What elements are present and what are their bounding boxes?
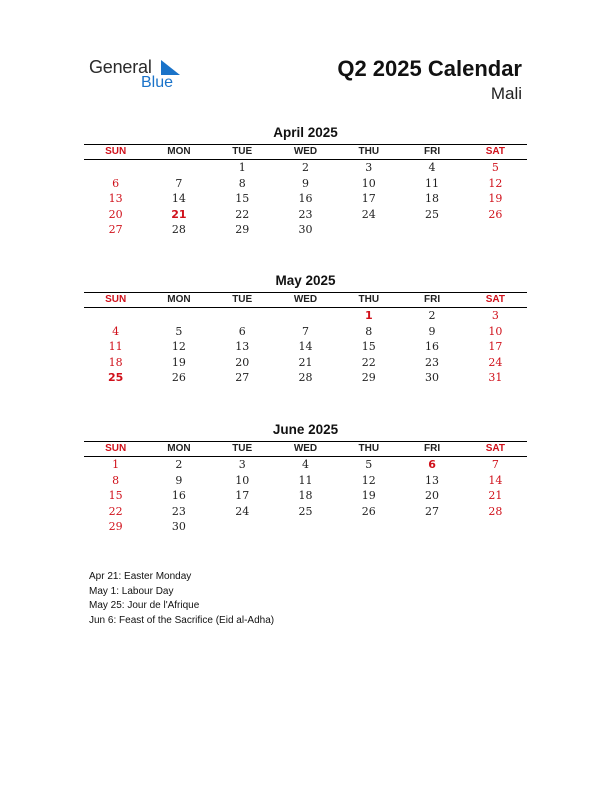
week-row xyxy=(84,370,527,386)
empty-day-cell xyxy=(147,160,210,176)
day-cell: 2 xyxy=(301,161,309,174)
day-cell: 11 xyxy=(108,340,123,353)
weekday-label: FRI xyxy=(423,294,441,305)
day-cell: 5 xyxy=(491,161,499,174)
day-cell: 11 xyxy=(425,176,440,190)
weekday-label: SUN xyxy=(105,443,127,454)
day-cell: 1 xyxy=(364,309,373,322)
day-cell: 9 xyxy=(301,176,309,190)
day-cell: 30 xyxy=(171,520,186,533)
day-cell: 19 xyxy=(171,355,186,369)
week-row xyxy=(84,207,527,223)
day-cell: 12 xyxy=(171,340,186,353)
day-cell: 15 xyxy=(361,340,376,353)
day-cell: 24 xyxy=(488,355,503,369)
month-block xyxy=(84,124,527,238)
day-cell: 19 xyxy=(361,489,376,502)
empty-day-cell xyxy=(274,519,337,535)
day-cell: 7 xyxy=(491,458,499,471)
week-row xyxy=(84,308,527,324)
day-cell: 10 xyxy=(361,176,376,190)
empty-day-cell xyxy=(274,308,337,324)
day-cell: 16 xyxy=(298,192,313,205)
holiday-entry: Jun 6: Feast of the Sacrifice (Eid al-Adha) xyxy=(89,614,275,626)
day-cell: 3 xyxy=(491,309,499,322)
day-cell: 1 xyxy=(238,161,246,174)
day-cell: 17 xyxy=(235,489,250,502)
day-cell: 20 xyxy=(235,355,250,369)
day-cell: 25 xyxy=(107,371,124,384)
day-cell: 14 xyxy=(171,192,186,205)
day-cell: 12 xyxy=(488,176,503,190)
weekday-label: MON xyxy=(167,443,191,454)
weekday-header-row xyxy=(84,145,527,160)
day-cell: 22 xyxy=(108,504,123,518)
day-cell: 7 xyxy=(175,176,183,190)
day-cell: 7 xyxy=(301,324,309,338)
week-row xyxy=(84,160,527,176)
day-cell: 15 xyxy=(108,489,123,502)
weekday-label: SUN xyxy=(105,294,127,305)
week-row xyxy=(84,355,527,371)
empty-day-cell xyxy=(211,308,274,324)
weekday-label: TUE xyxy=(232,146,253,157)
day-cell: 13 xyxy=(108,192,123,205)
weekday-label: SAT xyxy=(485,443,505,454)
weekday-label: TUE xyxy=(232,294,253,305)
country-name: Mali xyxy=(490,84,522,103)
day-cell: 13 xyxy=(425,473,440,487)
day-cell: 17 xyxy=(361,192,376,205)
day-cell: 6 xyxy=(428,458,436,471)
month-title: June 2025 xyxy=(272,422,339,437)
day-cell: 29 xyxy=(108,520,123,533)
day-cell: 14 xyxy=(488,473,503,487)
day-cell: 31 xyxy=(488,371,503,384)
day-cell: 16 xyxy=(425,340,440,353)
day-cell: 22 xyxy=(361,355,376,369)
day-cell: 2 xyxy=(175,458,183,471)
empty-day-cell xyxy=(464,519,527,535)
weekday-label: THU xyxy=(358,443,380,454)
week-row xyxy=(84,488,527,504)
day-cell: 8 xyxy=(112,473,120,487)
day-cell: 27 xyxy=(235,371,250,384)
day-cell: 29 xyxy=(235,223,250,236)
empty-day-cell xyxy=(84,160,147,176)
holiday-entry: Apr 21: Easter Monday xyxy=(89,571,192,582)
week-row xyxy=(84,519,527,535)
weekday-label: WED xyxy=(293,294,318,305)
month-block xyxy=(84,272,527,386)
day-cell: 28 xyxy=(488,504,503,518)
empty-day-cell xyxy=(464,222,527,238)
day-cell: 18 xyxy=(298,489,313,502)
day-cell: 15 xyxy=(235,192,250,205)
day-cell: 10 xyxy=(488,324,503,338)
weekday-label: WED xyxy=(293,146,318,157)
weekday-header-row xyxy=(84,442,527,457)
day-cell: 26 xyxy=(171,371,186,384)
empty-day-cell xyxy=(400,519,463,535)
empty-day-cell xyxy=(400,222,463,238)
day-cell: 23 xyxy=(171,504,186,518)
empty-day-cell xyxy=(337,222,400,238)
day-cell: 4 xyxy=(112,324,120,338)
day-cell: 11 xyxy=(298,473,313,487)
weekday-label: TUE xyxy=(232,443,253,454)
day-cell: 30 xyxy=(298,223,313,236)
day-cell: 2 xyxy=(428,309,436,322)
holiday-list xyxy=(89,570,274,628)
page-title: Q2 2025 Calendar xyxy=(337,56,522,81)
day-cell: 25 xyxy=(425,207,440,221)
day-cell: 1 xyxy=(112,458,120,471)
empty-day-cell xyxy=(211,519,274,535)
week-row xyxy=(84,176,527,192)
week-row xyxy=(84,222,527,238)
day-cell: 13 xyxy=(235,340,250,353)
logo-text-general: General xyxy=(89,57,152,77)
day-cell: 18 xyxy=(425,192,440,205)
weekday-label: FRI xyxy=(423,146,441,157)
day-cell: 6 xyxy=(112,176,120,190)
day-cell: 24 xyxy=(361,207,376,221)
day-cell: 26 xyxy=(488,207,503,221)
day-cell: 22 xyxy=(235,207,250,221)
empty-day-cell xyxy=(337,519,400,535)
month-title: May 2025 xyxy=(275,273,336,288)
day-cell: 20 xyxy=(108,207,123,221)
weekday-label: THU xyxy=(358,294,380,305)
day-cell: 30 xyxy=(425,371,440,384)
day-cell: 12 xyxy=(361,473,376,487)
weekday-label: SUN xyxy=(105,146,127,157)
day-cell: 9 xyxy=(175,473,183,487)
day-cell: 9 xyxy=(428,324,436,338)
weekday-label: SAT xyxy=(485,294,505,305)
logo-text-blue: Blue xyxy=(141,74,174,91)
weekday-label: THU xyxy=(358,146,380,157)
day-cell: 23 xyxy=(425,355,440,369)
day-cell: 25 xyxy=(298,504,313,518)
day-cell: 17 xyxy=(488,340,503,353)
day-cell: 6 xyxy=(238,324,246,338)
day-cell: 21 xyxy=(298,355,313,369)
day-cell: 27 xyxy=(108,223,123,236)
day-cell: 20 xyxy=(425,489,440,502)
day-cell: 28 xyxy=(298,371,313,384)
day-cell: 28 xyxy=(171,223,186,236)
weekday-label: MON xyxy=(167,294,191,305)
day-cell: 16 xyxy=(171,489,186,502)
month-title: April 2025 xyxy=(273,125,338,140)
day-cell: 21 xyxy=(171,207,187,221)
week-row xyxy=(84,457,527,473)
day-cell: 3 xyxy=(365,161,373,174)
day-cell: 18 xyxy=(108,355,123,369)
week-row xyxy=(84,473,527,489)
day-cell: 19 xyxy=(488,192,503,205)
day-cell: 4 xyxy=(301,458,309,471)
week-row xyxy=(84,324,527,340)
week-row xyxy=(84,504,527,520)
day-cell: 4 xyxy=(428,161,436,174)
weekday-header-row xyxy=(84,293,527,308)
weekday-label: SAT xyxy=(485,146,505,157)
day-cell: 3 xyxy=(238,458,246,471)
day-cell: 8 xyxy=(238,176,246,190)
holiday-entry: May 1: Labour Day xyxy=(89,585,174,597)
day-cell: 14 xyxy=(298,340,313,353)
weekday-label: FRI xyxy=(423,443,441,454)
empty-day-cell xyxy=(147,308,210,324)
generalblue-logo xyxy=(89,57,189,93)
day-cell: 21 xyxy=(488,489,503,502)
logo-triangle-icon xyxy=(161,60,180,75)
empty-day-cell xyxy=(84,308,147,324)
holiday-entry: May 25: Jour de l'Afrique xyxy=(89,600,200,611)
weekday-label: MON xyxy=(167,146,191,157)
day-cell: 26 xyxy=(361,504,376,518)
day-cell: 23 xyxy=(298,207,313,221)
day-cell: 5 xyxy=(175,324,183,338)
weekday-label: WED xyxy=(293,443,318,454)
day-cell: 27 xyxy=(425,504,440,518)
week-row xyxy=(84,339,527,355)
day-cell: 10 xyxy=(235,473,250,487)
day-cell: 29 xyxy=(361,371,376,384)
day-cell: 24 xyxy=(235,504,250,518)
day-cell: 5 xyxy=(365,458,373,471)
day-cell: 8 xyxy=(365,324,373,338)
week-row xyxy=(84,191,527,207)
month-block xyxy=(84,421,527,535)
